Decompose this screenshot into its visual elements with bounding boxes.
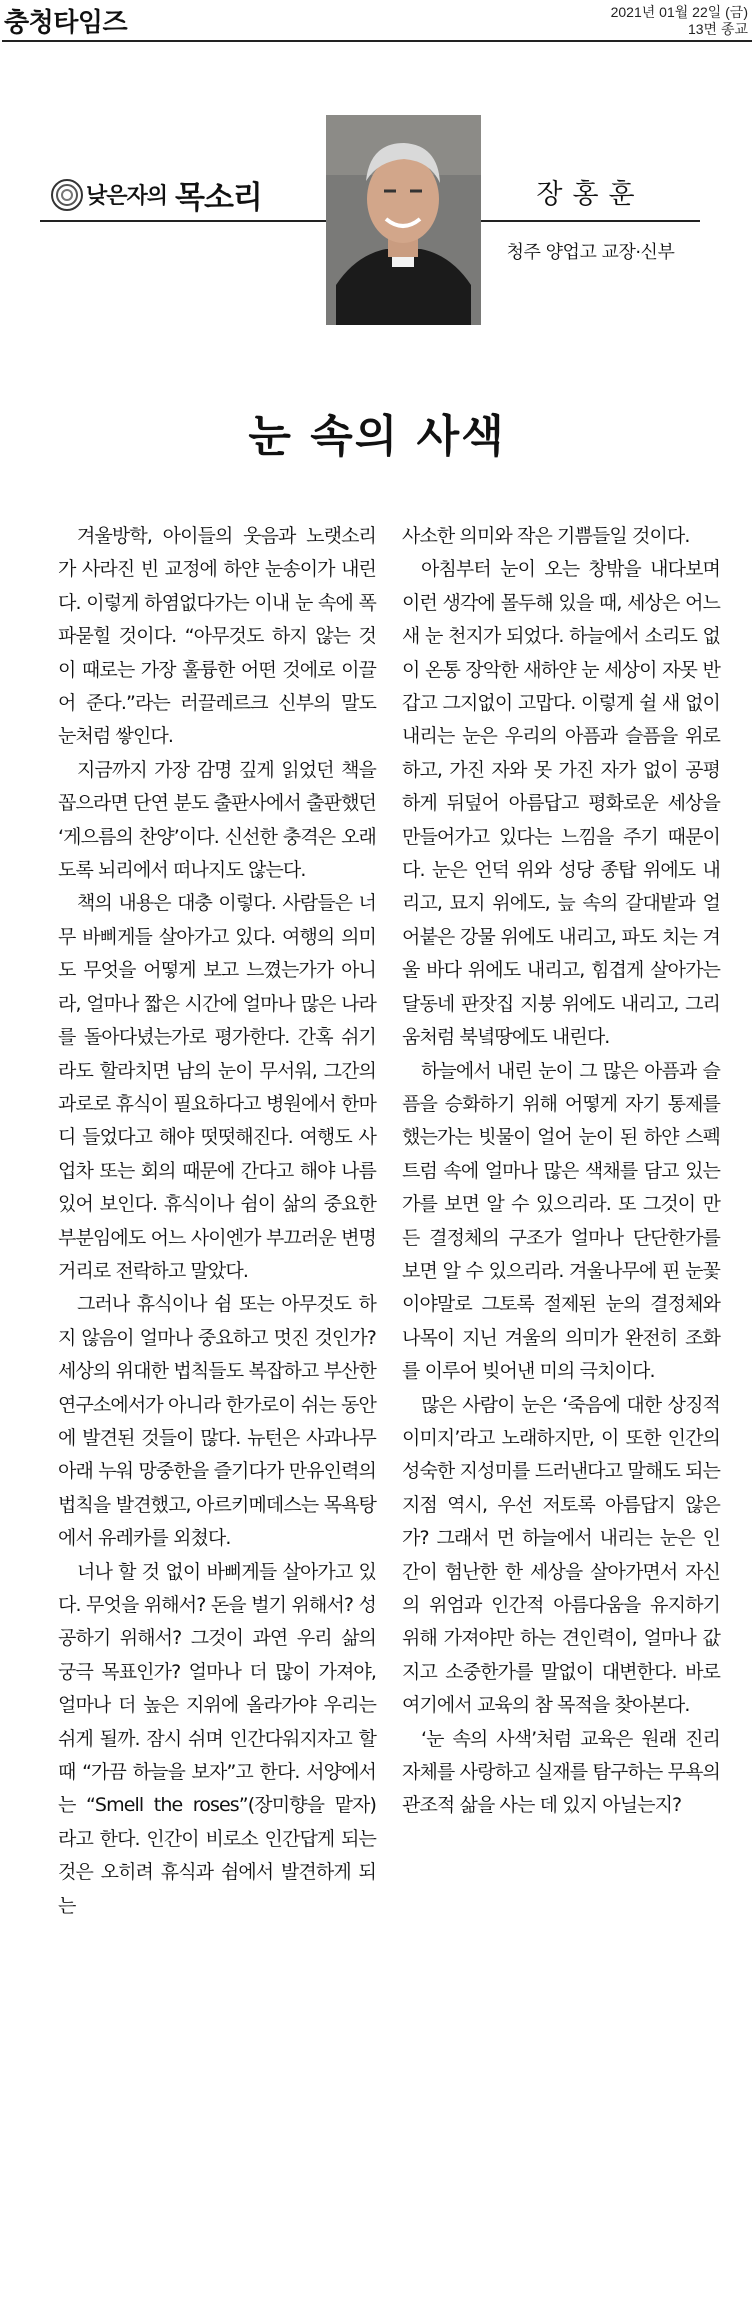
publication-date: 2021년 01월 22일 (금) xyxy=(610,4,748,20)
author-name: 장홍훈 xyxy=(536,179,645,210)
article-headline: 눈 속의 사색 xyxy=(248,411,506,462)
paragraph: 책의 내용은 대충 이렇다. 사람들은 너무 바삐게들 살아가고 있다. 여행의 의미도 무엇을 어떻게 보고 느꼈는가가 아니라, 얼마나 짧은 시간에 얼마나 많은 나라를 돌아다녔는가로 평가한다. 간혹 쉬기라도 할라치면 남의 눈이 무서워, 그간의 과로로 휴식이 필요하다고 병원에서 한마디 들었다고 해야 떳떳해진다. 여행도 사업차 또는 회의 때문에 간다고 해야 나름 있어 보인다. 휴식이나 쉼이 삶의 중요한 부분임에도 어느 사이엔가 부끄러운 변명거리로 전락하고 말았다. xyxy=(58,892,376,1282)
paragraph: 사소한 의미와 작은 기쁨들일 것이다. xyxy=(402,525,690,547)
paragraph: 겨울방학, 아이들의 웃음과 노랫소리가 사라진 빈 교정에 하얀 눈송이가 내린다. 이렇게 하염없다가는 이내 눈 속에 폭 파묻힐 것이다. “아무것도 하지 않는 것이 때로는 가장 훌륭한 어떤 것에로 이끌어 준다.”라는 러끌레르크 신부의 말도 눈처럼 쌓인다. xyxy=(58,525,376,748)
article-column-left xyxy=(58,520,376,1923)
author-photo xyxy=(326,115,481,325)
page-section: 13면 종교 xyxy=(687,21,748,37)
publication-info xyxy=(611,4,748,38)
header-rule-left xyxy=(40,220,326,222)
article-column-right xyxy=(402,520,720,1823)
paragraph: 너나 할 것 없이 바삐게들 살아가고 있다. 무엇을 위해서? 돈을 벌기 위해서? 성공하기 위해서? 그것이 과연 우리 삶의 궁극 목표인가? 얼마나 더 많이 가져야, 얼마나 더 높은 지위에 올라가야 우리는 쉬게 될까. 잠시 쉬며 인간다워지자고 할 때 “가끔 하늘을 보자”고 한다. 서양에서는 “Smell the roses”(장미향을 맡자) 라고 한다. 인간이 비로소 인간답게 되는 것은 오히려 휴식과 쉼에서 발견하게 되는 xyxy=(58,1560,376,1917)
paragraph: 많은 사람이 눈은 ‘죽음에 대한 상징적 이미지’라고 노래하지만, 이 또한 인간의 성숙한 지성미를 드러낸다고 말해도 되는 지점 역시, 우선 저토록 아름답지 않은가? 그래서 먼 하늘에서 내리는 눈은 인간이 험난한 한 세상을 살아가면서 자신의 위엄과 인간적 아름다움을 유지하기 위해 가져야만 하는 견인력이, 얼마나 값지고 소중한가를 말없이 대변한다. 바로 여기에서 교육의 참 목적을 찾아본다. xyxy=(402,1393,720,1717)
column-title-small: 낮은자의 xyxy=(86,184,168,209)
paragraph: 아침부터 눈이 오는 창밖을 내다보며 이런 생각에 몰두해 있을 때, 세상은 어느새 눈 천지가 되었다. 하늘에서 소리도 없이 온통 장악한 새하얀 눈 세상이 자못 반갑고 그지없이 고맙다. 이렇게 쉴 새 없이 내리는 눈은 우리의 아픔과 슬픔을 위로하고, 가진 자와 못 가진 자가 없이 공평하게 뒤덮어 아름답고 평화로운 세상을 만들어가고 있다는 느낌을 주기 때문이다. 눈은 언덕 위와 성당 종탑 위에도 내리고, 묘지 위에도, 늪 속의 갈대밭과 얼어붙은 강물 위에도 내리고, 파도 치는 겨울 바다 위에도 내리고, 힘겹게 살아가는 달동네 판잣집 지붕 위에도 내리고, 그리움처럼 북녘땅에도 내린다. xyxy=(402,558,720,1049)
paragraph: 그러나 휴식이나 쉼 또는 아무것도 하지 않음이 얼마나 중요하고 멋진 것인가? 세상의 위대한 법칙들도 복잡하고 부산한 연구소에서가 아니라 한가로이 쉬는 동안에 발견된 것들이 많다. 뉴턴은 사과나무 아래 누워 망중한을 즐기다가 만유인력의 법칙을 발견했고, 아르키메데스는 목욕탕에서 유레카를 외쳤다. xyxy=(58,1293,376,1550)
header-rule-right xyxy=(481,220,700,222)
author-role: 청주 양업고 교장·신부 xyxy=(506,242,675,263)
masthead: 충청타임즈 xyxy=(4,8,128,38)
spiral-icon xyxy=(50,178,84,212)
column-title-big: 목소리 xyxy=(175,180,262,216)
column-header xyxy=(40,112,700,282)
column-logo xyxy=(50,172,262,217)
paragraph: 지금까지 가장 감명 깊게 읽었던 책을 꼽으라면 단연 분도 출판사에서 출판했던 ‘게으름의 찬양’이다. 신선한 충격은 오래도록 뇌리에서 떠나지도 않는다. xyxy=(58,758,376,882)
paragraph: ‘눈 속의 사색’처럼 교육은 원래 진리 자체를 사랑하고 실재를 탐구하는 무욕의 관조적 삶을 사는 데 있지 아닐는지? xyxy=(402,1727,720,1817)
paragraph: 하늘에서 내린 눈이 그 많은 아픔과 슬픔을 승화하기 위해 어떻게 자기 통제를 했는가는 빗물이 얼어 눈이 된 하얀 스펙트럼 속에 얼마나 많은 색채를 담고 있는가를 보면 알 수 있으리라. 또 그것이 만든 결정체의 구조가 얼마나 단단한가를 보면 알 수 있으리라. 겨울나무에 핀 눈꽃이야말로 그토록 절제된 눈의 결정체와 나목이 지닌 겨울의 의미가 완전히 조화를 이루어 빚어낸 미의 극치이다. xyxy=(402,1059,720,1383)
masthead-rule xyxy=(2,40,752,42)
